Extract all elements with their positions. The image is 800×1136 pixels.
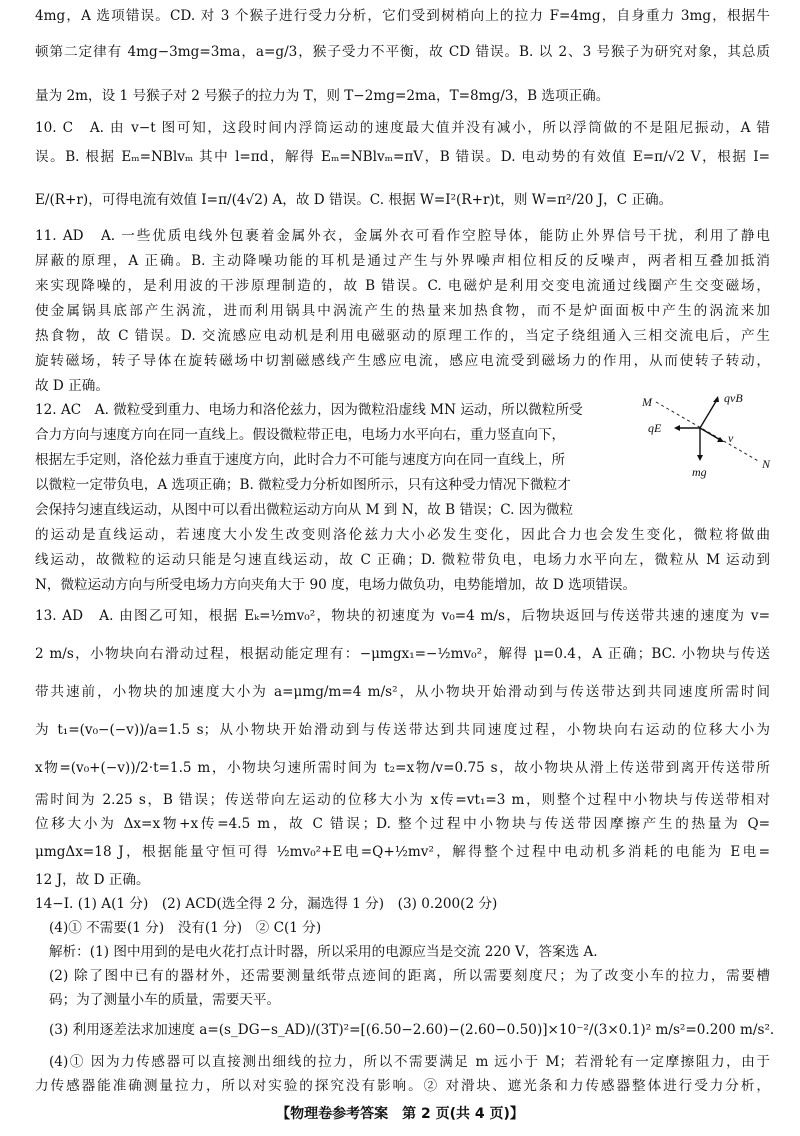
text-line: 以微粒一定带负电，A 选项正确；B. 微粒受力分析如图所示，只有这种受力情况下微粒才 [35, 477, 571, 493]
label-mg: mg [692, 465, 707, 479]
text-line: 位移大小为 Δx=x物+x传=4.5 m，故 C 错误；D. 整个过程中小物块与传送带因摩擦产生的热量为 Q= [35, 816, 770, 832]
text-line: 14−Ⅰ. (1) A(1 分) (2) ACD(选全得 2 分，漏选得 1 分) (3) 0.200(2 分) [35, 896, 498, 912]
text-line: 13. AD A. 由图乙可知，根据 Eₖ=½mv₀²，物块的初速度为 v₀=4 m/s，后物块返回与传送带共速的速度为 v= [35, 608, 770, 624]
arrow-qe [674, 425, 680, 431]
text-line: 屏蔽的原理，A 正确。B. 主动降噪功能的耳机是通过产生与外界噪声相位相反的反噪声，两者相互叠加抵消 [35, 253, 770, 269]
text-line: 来实现降噪的，是利用波的干涉原理制造的，故 B 错误。C. 电磁炉是利用交变电流通过线圈产生交变磁场， [35, 278, 770, 294]
text-line: 解析：(1) 图中用到的是电火花打点计时器，所以采用的电源应当是交流 220 V，答案选 A. [49, 944, 598, 960]
text-line: 12. AC A. 微粒受到重力、电场力和洛伦兹力，因为微粒沿虚线 MN 运动，所以微粒所受 [35, 402, 583, 418]
text-line: 使金属锅具底部产生涡流，进而利用锅具中涡流产生的热量来加热食物，而不是炉面面板中产生的涡流来加 [35, 303, 770, 319]
text-line: (4)① 不需要(1 分) 没有(1 分) ② C(1 分) [49, 920, 322, 936]
text-line: 故 D 正确。 [35, 378, 109, 394]
text-line: 需时间为 2.25 s，B 错误；传送带向左运动的位移大小为 x传=vt₁=3 m，则整个过程中小物块与传送带相对 [35, 792, 770, 808]
text-line: (4)① 因为力传感器可以直接测出细线的拉力，所以不需要满足 m 远小于 M；若滑轮有一定摩擦阻力，由于 [49, 1054, 770, 1070]
arrow-v [717, 437, 724, 442]
text-line: 热食物，故 C 错误。D. 交流感应电动机是利用电磁驱动的原理工作的，当定子绕组通入三相交流电后，产生 [35, 328, 770, 344]
text-line: 为 t₁=(v₀−(−v))/a=1.5 s；从小物块开始滑动到与传送带达到共同速度过程，小物块向右运动的位移大小为 [35, 722, 770, 738]
text-line: x物=(v₀+(−v))/2·t=1.5 m，小物块匀速所需时间为 t₂=x物/v=0.75 s，故小物块从滑上传送带到离开传送带所 [35, 760, 770, 776]
text-line: 4mg，A 选项错误。CD. 对 3 个猴子进行受力分析，它们受到树梢向上的拉力 F=4mg，自身重力 3mg，根据牛 [35, 8, 770, 24]
text-line: N，微粒运动方向与所受电场力方向夹角大于 90 度，电场力做负功，电势能增加，故 D 选项错误。 [35, 577, 637, 593]
text-line: 误。B. 根据 Eₘ=NBlvₘ 其中 l=πd，解得 Eₘ=NBlvₘ=πV，B 错误。D. 电动势的有效值 E=π/√2 V，根据 I= [35, 149, 770, 165]
text-line: 线运动，故微粒的运动只能是匀速直线运动，故 C 正确；D. 微粒带负电，电场力水平向左，微粒从 M 运动到 [35, 552, 770, 568]
text-line: 的运动是直线运动，若速度大小发生改变则洛伦兹力大小必发生变化，因此合力也会发生变化，微粒将做曲 [35, 527, 770, 543]
label-n: N [762, 457, 771, 471]
text-line: 合力方向与速度方向在同一直线上。假设微粒带正电，电场力水平向右，重力竖直向下， [35, 427, 566, 443]
arrow-qvb [713, 396, 719, 402]
text-line: 2 m/s，小物块向右滑动过程，根据动能定理有：−μmgx₁=−½mv₀²，解得 μ=0.4，A 正确；BC. 小物块与传送 [35, 646, 770, 662]
text-line: 10. C A. 由 v−t 图可知，这段时间内浮筒运动的速度最大值并没有减小，所以浮筒做的不是阻尼振动，A 错 [35, 120, 770, 136]
text-line: 码；为了测量小车的质量，需要天平。 [49, 992, 281, 1008]
text-line: 量为 2m，设 1 号猴子对 2 号猴子的拉力为 T，则 T−2mg=2ma，T=8mg/3，B 选项正确。 [35, 88, 610, 104]
vector-qvb [700, 398, 718, 428]
text-line: 带共速前，小物块的加速度大小为 a=μmg/m=4 m/s²，从小物块开始滑动到与传送带达到共同速度所需时间 [35, 684, 770, 700]
label-m: M [642, 395, 652, 409]
label-v: v [728, 431, 734, 445]
text-line: 会保持匀速直线运动，从图中可以看出微粒运动方向从 M 到 N，故 B 错误；C. 因为微粒 [35, 502, 574, 518]
text-line: 根据左手定则，洛伦兹力垂直于速度方向，此时合力不可能与速度方向在同一直线上，所 [35, 452, 566, 468]
arrow-mg [697, 455, 703, 461]
text-line: (2) 除了图中已有的器材外，还需要测量纸带点迹间的距离，所以需要刻度尺；为了改变小车的拉力，需要槽 [49, 968, 770, 984]
force-diagram [638, 390, 778, 482]
text-line: 力传感器能准确测量拉力，所以对实验的探究没有影响。② 对滑块、遮光条和力传感器整体进行受力分析， [35, 1078, 770, 1094]
vector-v [700, 428, 722, 441]
page-footer: 【物理卷参考答案 第 2 页(共 4 页)】 [276, 1106, 524, 1122]
text-line: 旋转磁场，转子导体在旋转磁场中切割磁感线产生感应电流，感应电流受到磁场力的作用，从而使转子转动， [35, 353, 770, 369]
text-line: E/(R+r)，可得电流有效值 I=π/(4√2) A，故 D 错误。C. 根据 W=I²(R+r)t，则 W=π²/20 J，C 正确。 [35, 192, 673, 208]
text-line: 12 J，故 D 正确。 [35, 872, 150, 888]
label-qe: qE [648, 421, 662, 435]
text-line: 顿第二定律有 4mg−3mg=3ma，a=g/3，猴子受力不平衡，故 CD 错误。B. 以 2、3 号猴子为研究对象，其总质 [35, 44, 770, 60]
text-line: μmgΔx=18 J，根据能量守恒可得 ½mv₀²+E电=Q+½mv²，解得整个过程中电动机多消耗的电能为 E电= [35, 844, 770, 860]
text-line: (3) 利用逐差法求加速度 a=(s_DG−s_AD)/(3T)²=[(6.50−2.60)−(2.60−0.50)]×10⁻²/(3×0.1)² m/s²=0.200 m/s². [49, 1022, 775, 1038]
label-qvb: qvB [724, 391, 743, 405]
text-line: 11. AD A. 一些优质电线外包裹着金属外衣，金属外衣可看作空腔导体，能防止外界信号干扰，利用了静电 [35, 228, 770, 244]
